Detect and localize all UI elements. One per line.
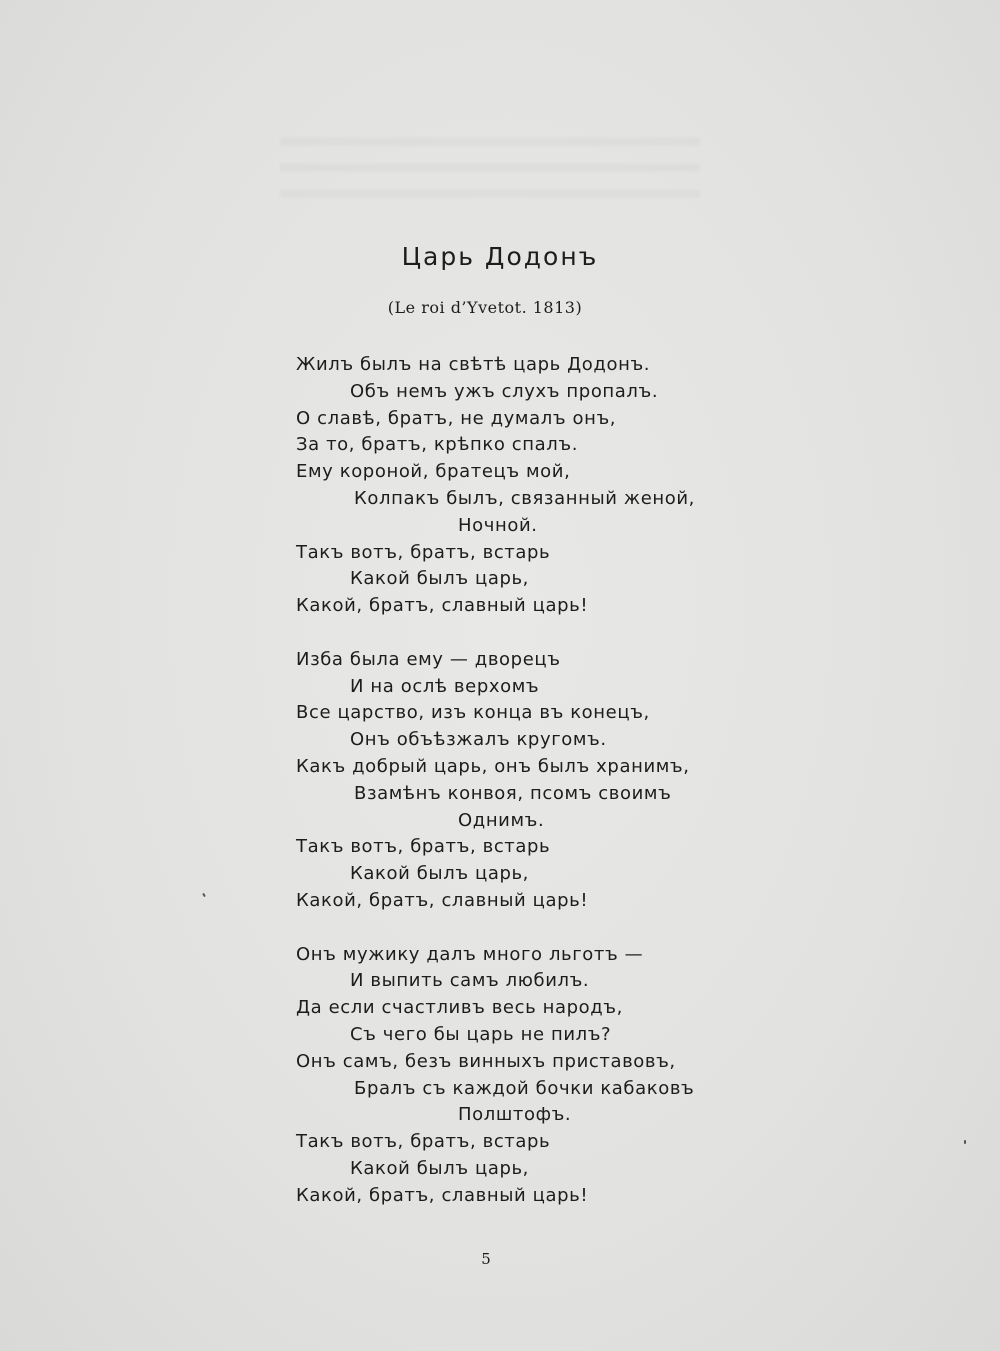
poem-line: О славѣ, братъ, не думалъ онъ, (296, 407, 617, 429)
poem-line: Объ немъ ужъ слухъ пропалъ. (350, 380, 659, 402)
poem-line: Все царство, изъ конца въ конецъ, (296, 702, 650, 724)
poem-line: Бралъ съ каждой бочки кабаковъ (354, 1077, 695, 1099)
poem-line: Ему короной, братецъ мой, (296, 461, 571, 483)
poem-line: За то, братъ, крѣпко спалъ. (296, 434, 579, 456)
refrain-line: Какой былъ царь, (350, 863, 530, 885)
page-number: 5 (481, 1250, 491, 1268)
paper-speck (964, 1140, 966, 1144)
poem-line: Взамѣнъ конвоя, псомъ своимъ (354, 782, 672, 804)
paper-speck (202, 893, 206, 897)
poem-line: Колпакъ былъ, связанный женой, (354, 487, 695, 509)
poem-line: Однимъ. (458, 809, 545, 831)
poem-body (296, 352, 756, 1210)
refrain-line: Какой былъ царь, (350, 1157, 530, 1179)
stanza-2 (296, 647, 756, 915)
refrain-line: Какой, братъ, славный царь! (296, 1184, 589, 1206)
poem-line: Онъ мужику далъ много льготъ — (296, 943, 644, 965)
stanza-3 (296, 942, 756, 1210)
poem-line: Жилъ былъ на свѣтѣ царь Додонъ. (296, 354, 651, 375)
refrain-line: Какой, братъ, славный царь! (296, 595, 589, 617)
poem-line: Онъ самъ, безъ винныхъ приставовъ, (296, 1050, 676, 1072)
poem-line: Ночной. (458, 514, 538, 536)
show-through-text (280, 125, 700, 215)
poem-line: Онъ объѣзжалъ кругомъ. (350, 729, 607, 751)
refrain-line: Такъ вотъ, братъ, встарь (296, 836, 551, 858)
poem-line: Полштофъ. (458, 1104, 572, 1126)
poem-line: Какъ добрый царь, онъ былъ хранимъ, (296, 755, 690, 777)
refrain-line: Такъ вотъ, братъ, встарь (296, 541, 551, 563)
refrain-line: Какой былъ царь, (350, 568, 530, 590)
refrain-line: Такъ вотъ, братъ, встарь (296, 1131, 551, 1153)
poem-line: Изба была ему — дворецъ (296, 648, 561, 670)
poem-title: Царь Додонъ (401, 242, 599, 271)
poem-line: Да если счастливъ весь народъ, (296, 997, 623, 1019)
poem-line: И на ослѣ верхомъ (350, 675, 540, 697)
stanza-1 (296, 352, 756, 620)
poem-line: Съ чего бы царь не пилъ? (350, 1023, 612, 1045)
poem-line: И выпить самъ любилъ. (350, 970, 590, 992)
poem-subtitle: (Le roi d’Yvetot. 1813) (387, 298, 583, 317)
refrain-line: Какой, братъ, славный царь! (296, 889, 589, 911)
